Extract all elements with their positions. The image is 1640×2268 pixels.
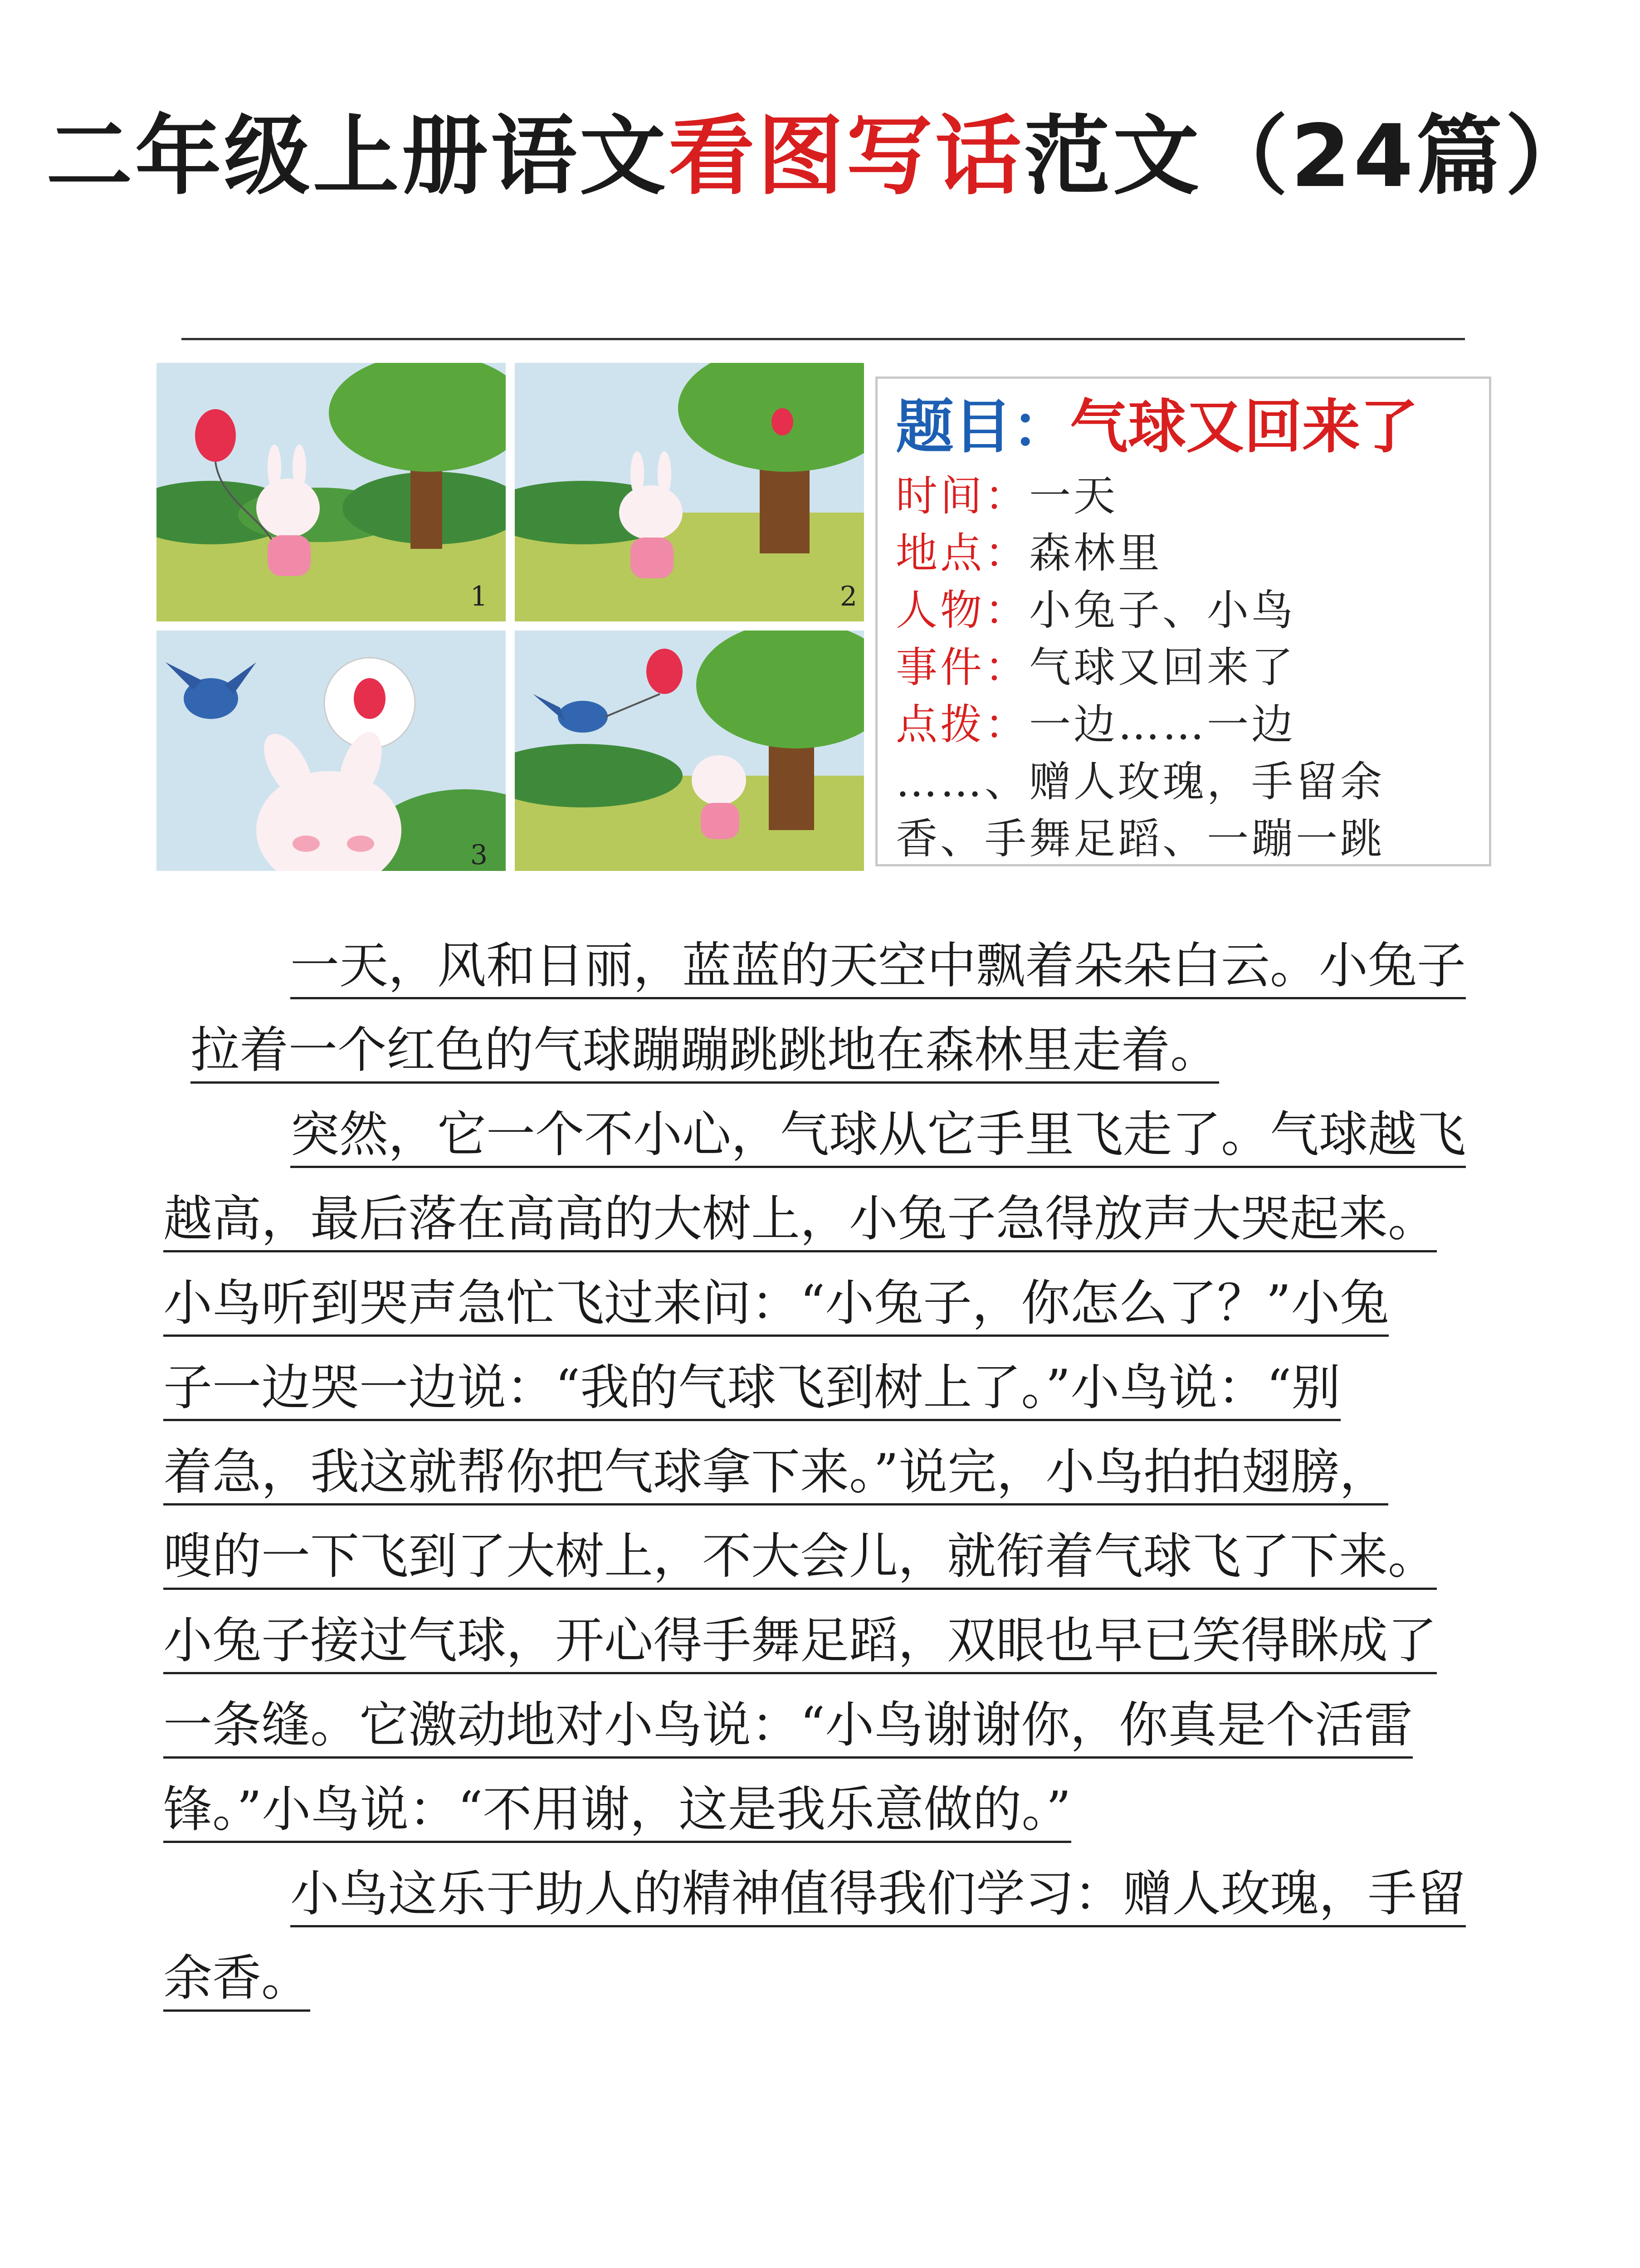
- essay-line: [163, 1942, 1469, 2027]
- panel-number: 2: [840, 581, 857, 612]
- info-value: 气球又回来了: [1029, 643, 1296, 692]
- essay-line-text: 一条缝。它激动地对小鸟说：“小鸟谢谢你，你真是个活雷: [163, 1697, 1413, 1759]
- essay-line: [163, 1352, 1469, 1436]
- info-value: 一天: [1029, 471, 1118, 520]
- essay-line-text: 着急，我这就帮你把气球拿下来。”说完，小鸟拍拍翅膀，: [163, 1444, 1388, 1505]
- info-label: 人物：: [896, 586, 1030, 635]
- info-label: 事件：: [896, 643, 1030, 692]
- topic-label: 题目：: [896, 393, 1070, 461]
- essay-line: [163, 1774, 1469, 1858]
- info-row-characters: [896, 582, 1471, 639]
- essay-line: [163, 1014, 1469, 1099]
- essay-line: [163, 1605, 1469, 1689]
- essay-line-text: 小兔子接过气球，开心得手舞足蹈，双眼也早已笑得眯成了: [163, 1613, 1437, 1674]
- page-title: [0, 106, 1640, 206]
- info-value: 小兔子、小鸟: [1029, 586, 1296, 635]
- essay-line: [163, 1436, 1469, 1520]
- info-label: 地点：: [896, 528, 1030, 577]
- topic-heading: [896, 392, 1471, 462]
- topic-value: 气球又回来了: [1070, 393, 1419, 461]
- info-row-time: [896, 468, 1471, 525]
- comic-panel-4: [515, 631, 864, 871]
- divider-rule: [181, 338, 1465, 340]
- topic-info-box: [875, 376, 1491, 866]
- info-value: 森林里: [1029, 528, 1163, 577]
- balloon-icon: [354, 678, 386, 719]
- essay-line: [163, 1520, 1469, 1605]
- essay-line-text: 余香。: [163, 1950, 310, 2012]
- hint-continuation-1: ……、赠人玫瑰，手留余: [896, 757, 1385, 806]
- essay-line-text: 拉着一个红色的气球蹦蹦跳跳地在森林里走着。: [190, 1022, 1219, 1084]
- title-part2: 范文（24篇）: [1024, 106, 1594, 206]
- essay-line-text: 子一边哭一边说：“我的气球飞到树上了。”小鸟说：“别: [163, 1359, 1341, 1421]
- essay-body: [163, 930, 1469, 2027]
- panel-number: 3: [470, 839, 488, 871]
- comic-panel-1: [156, 363, 506, 621]
- balloon-icon: [771, 408, 793, 435]
- panel-number: 1: [470, 581, 488, 612]
- essay-line-text: 锋。”小鸟说：“不用谢，这是我乐意做的。”: [163, 1781, 1071, 1843]
- essay-line: [163, 1183, 1469, 1267]
- info-label: 点拨：: [896, 700, 1030, 749]
- essay-line-text: 小鸟这乐于助人的精神值得我们学习：赠人玫瑰，手留: [290, 1866, 1466, 1927]
- title-part1: 二年级上册语文: [46, 106, 669, 206]
- hint-continuation-2: 香、手舞足蹈、一蹦一跳: [896, 814, 1385, 863]
- essay-line-text: 小鸟听到哭声急忙飞过来问：“小兔子，你怎么了？”小兔: [163, 1275, 1389, 1337]
- title-highlight: 看图写话: [668, 106, 1024, 206]
- info-label: 时间：: [896, 471, 1030, 520]
- essay-line-text: 一天，风和日丽，蓝蓝的天空中飘着朵朵白云。小兔子: [290, 938, 1466, 999]
- comic-panel-2: [515, 363, 864, 621]
- comic-panel-3: [156, 631, 506, 871]
- essay-line: [163, 1267, 1469, 1352]
- essay-line: [163, 930, 1469, 1014]
- comic-strip: [156, 363, 864, 871]
- essay-line: [163, 1858, 1469, 1942]
- info-row-event: [896, 639, 1471, 696]
- essay-line: [163, 1689, 1469, 1774]
- essay-line-text: 嗖的一下飞到了大树上，不大会儿，就衔着气球飞了下来。: [163, 1528, 1437, 1590]
- info-row-hint: [896, 696, 1471, 753]
- balloon-icon: [646, 649, 683, 694]
- info-value: 一边……一边: [1029, 700, 1296, 749]
- essay-line: [163, 1099, 1469, 1183]
- essay-line-text: 越高，最后落在高高的大树上，小兔子急得放声大哭起来。: [163, 1191, 1437, 1252]
- info-row-place: [896, 525, 1471, 582]
- essay-line-text: 突然，它一个不小心，气球从它手里飞走了。气球越飞: [290, 1106, 1466, 1168]
